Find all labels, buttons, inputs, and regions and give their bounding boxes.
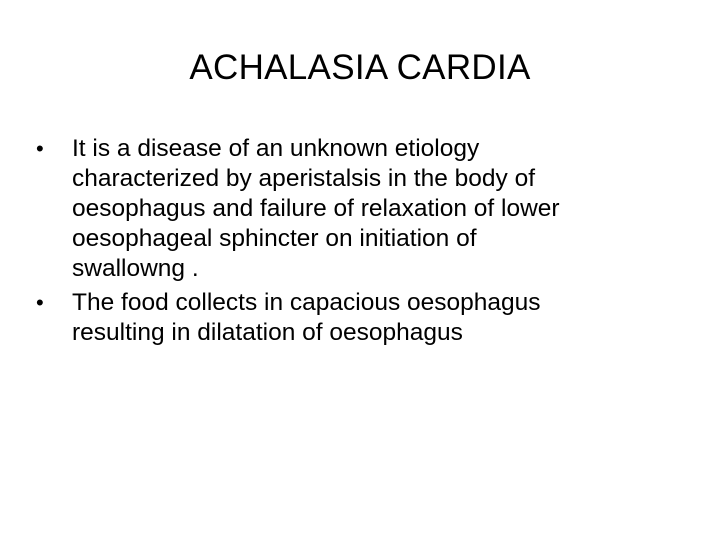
bullet-icon: • [36,290,44,315]
bullet-list [36,134,686,352]
bullet-item [36,288,686,348]
bullet-text-line: characterized by aperistalsis in the body of [72,165,536,192]
bullet-text-line: oesophageal sphincter on initiation of [72,225,477,252]
bullet-text-line: oesophagus and failure of relaxation of lower [72,195,560,222]
bullet-text-line: swallowng . [72,255,199,282]
bullet-text-line: It is a disease of an unknown etiology [72,135,480,162]
bullet-text-line: resulting in dilatation of oesophagus [72,319,463,346]
bullet-item [36,134,686,284]
bullet-text-line: The food collects in capacious oesophagus [72,289,541,316]
bullet-icon: • [36,136,44,161]
slide-title: ACHALASIA CARDIA [189,48,531,87]
